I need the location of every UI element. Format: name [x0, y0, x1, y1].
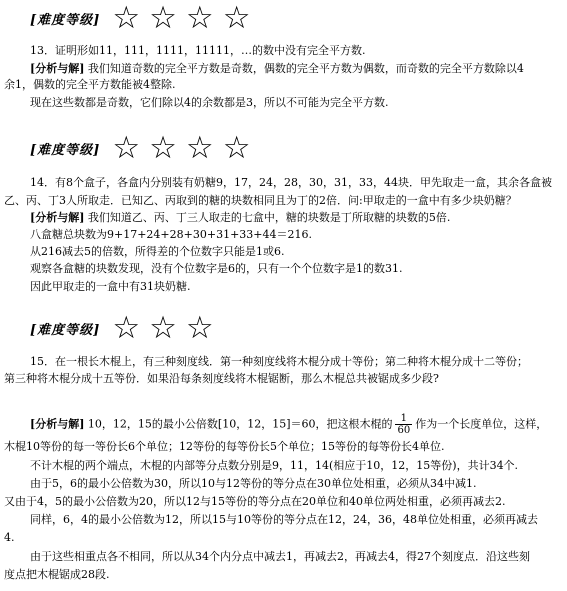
star-icon: ☆ — [185, 130, 214, 166]
star-icon: ☆ — [222, 130, 251, 166]
q15-analysis-line: 4. — [4, 531, 15, 544]
q13-problem: 13．证明形如11，111，1111，11111，…的数中没有完全平方数. — [30, 44, 366, 57]
star-icon: ☆ — [222, 0, 251, 36]
analysis-text: 作为一个长度单位，这样， — [415, 417, 548, 431]
difficulty-label: [难度等级] — [30, 143, 101, 158]
q13-analysis-line: 余1，偶数的完全平方数能被4整除. — [4, 78, 176, 91]
star-icon: ☆ — [112, 310, 141, 346]
q14-problem-line: 14．有8个盒子，各盒内分别装有奶糖9，17，24，28，30，31，33，44块．甲先取走一盒，其余各盒被 — [30, 176, 552, 189]
q15-analysis-line: 由于5，6的最小公倍数为30，所以10与12等份的等分点在30单位处相重，必须从34中减1. — [30, 477, 477, 490]
analysis-tag: [分析与解] — [30, 62, 85, 75]
difficulty-rating-15 — [30, 310, 223, 346]
q14-analysis-line: 因此甲取走的一盒中有31块奶糖. — [30, 280, 191, 293]
star-icon: ☆ — [149, 130, 177, 166]
q15-analysis-line: 同样，6，4的最小公倍数为12，所以15与10等份的等分点在12，24，36，48单位处相重，必须再减去 — [30, 513, 538, 526]
q15-analysis-line — [30, 413, 547, 436]
star-icon: ☆ — [185, 0, 214, 36]
star-icon: ☆ — [185, 310, 214, 346]
q15-analysis-line: 木棍10等份的每一等份长6个单位；12等份的每等份长5个单位；15等份的每等份长4单位. — [4, 440, 445, 453]
q15-problem-line: 第三种将木棍分成十五等份．如果沿每条刻度线将木棍锯断，那么木棍总共被锯成多少段? — [4, 372, 439, 385]
q14-analysis-line: 从216减去5的倍数，所得差的个位数字只能是1或6. — [30, 245, 285, 258]
star-rating — [112, 130, 259, 166]
star-icon: ☆ — [149, 0, 177, 36]
q15-analysis-line: 度点把木棍锯成28段. — [4, 568, 110, 581]
fraction — [395, 413, 412, 436]
analysis-text: 我们知道奇数的完全平方数是奇数，偶数的完全平方数为偶数，而奇数的完全平方数除以4 — [87, 62, 524, 75]
analysis-text: 10，12，15的最小公倍数[10，12，15]＝60，把这根木棍的 — [87, 417, 393, 431]
q13-analysis-line: 现在这些数都是奇数，它们除以4的余数都是3，所以不可能为完全平方数. — [30, 96, 389, 109]
difficulty-label: [难度等级] — [30, 323, 101, 338]
star-icon: ☆ — [149, 310, 177, 346]
q15-analysis-line: 又由于4，5的最小公倍数为20，所以12与15等份的等分点在20单位和40单位两处相重，必须再减去2. — [4, 495, 506, 508]
q14-analysis-line — [30, 211, 450, 225]
q14-analysis-line: 观察各盒糖的块数发现，没有个位数字是6的，只有一个个位数字是1的数31. — [30, 262, 403, 275]
q14-problem-line: 乙、丙、丁3人所取走．已知乙、丙取到的糖的块数相同且为丁的2倍．问:甲取走的一盒中有多少块奶糖？ — [4, 194, 517, 207]
q15-analysis-line: 由于这些相重点各不相同，所以从34个内分点中减去1，再减去2，再减去4，得27个刻度点．沿这些刻 — [30, 550, 530, 563]
fraction-denominator: 60 — [397, 425, 411, 436]
difficulty-rating-13 — [30, 0, 260, 36]
fraction-numerator: 1 — [395, 413, 412, 425]
star-rating — [112, 0, 259, 36]
star-icon: ☆ — [112, 0, 141, 36]
difficulty-rating-14 — [30, 130, 260, 166]
q14-analysis-line: 八盒糖总块数为9+17+24+28+30+31+33+44＝216. — [30, 228, 312, 241]
analysis-tag: [分析与解] — [30, 417, 85, 431]
difficulty-label: [难度等级] — [30, 13, 101, 28]
q15-problem-line: 15．在一根长木棍上，有三种刻度线．第一种刻度线将木棍分成十等份；第二种将木棍分成十二等份； — [30, 355, 528, 368]
q13-analysis-line — [30, 62, 524, 76]
star-icon: ☆ — [112, 130, 141, 166]
analysis-text: 我们知道乙、丙、丁三人取走的七盒中，糖的块数是丁所取糖的块数的5倍. — [87, 211, 451, 224]
analysis-tag: [分析与解] — [30, 211, 85, 224]
star-rating — [112, 310, 222, 346]
q15-analysis-line: 不计木棍的两个端点，木棍的内部等分点数分别是9，11，14(相应于10，12，15等份)，共计34个. — [30, 459, 519, 472]
